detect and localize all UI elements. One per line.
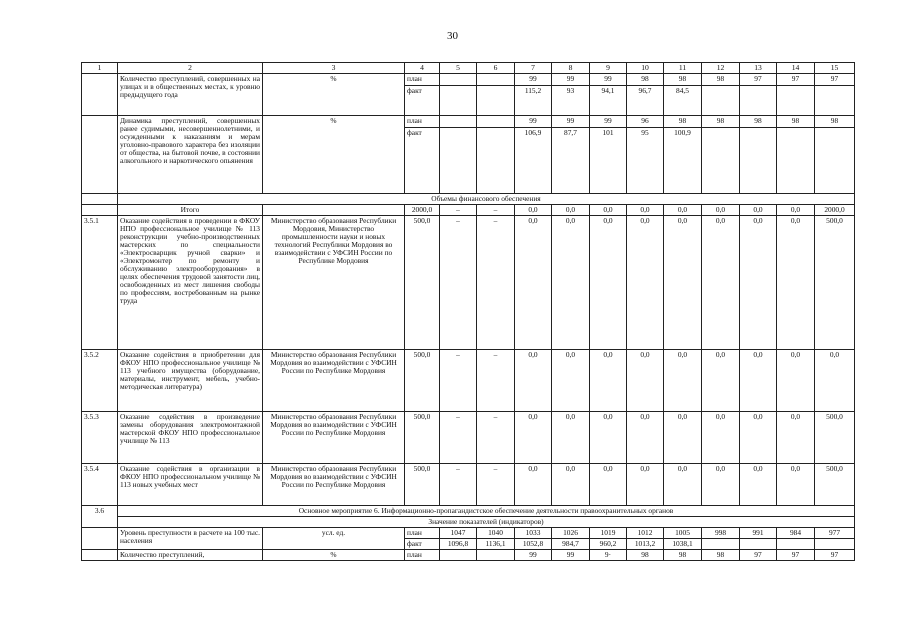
measure-row — [82, 464, 855, 506]
value-cell: 0,0 — [740, 464, 777, 506]
value-cell: 100,9 — [664, 128, 702, 194]
value-cell: 2000,0 — [405, 205, 440, 216]
section-title: Основное мероприятие 6. Информационно-пропагандистское обеспечение деятельности правоохранительных органов — [118, 506, 855, 517]
value-cell: – — [477, 205, 515, 216]
value-cell: 984 — [777, 528, 815, 539]
value-cell: 0,0 — [740, 412, 777, 464]
value-cell: 1033 — [515, 528, 552, 539]
value-cell: 0,0 — [702, 350, 740, 412]
value-cell: 0,0 — [777, 216, 815, 350]
header-cell: 12 — [702, 63, 740, 74]
value-cell: 98 — [702, 550, 740, 561]
indicator-unit: % — [263, 74, 405, 116]
value-cell: 96 — [627, 116, 664, 128]
value-cell: 2000,0 — [815, 205, 855, 216]
value-cell: 0,0 — [590, 350, 627, 412]
value-cell: 0,0 — [664, 464, 702, 506]
value-cell — [740, 539, 777, 550]
measure-executor: Министерство образования Республики Мордовия, Министерство промышленности науки и новых технологий Республики Мордовия во взаимодействии с УФСИН России по Республике Мордовия — [263, 216, 405, 350]
plan-label: план — [405, 528, 440, 539]
value-cell — [777, 128, 815, 194]
value-cell: – — [440, 412, 477, 464]
value-cell: 984,7 — [552, 539, 590, 550]
measure-number: 3.5.3 — [82, 412, 118, 464]
header-cell: 14 — [777, 63, 815, 74]
value-cell: 1005 — [664, 528, 702, 539]
indicator-unit: усл. ед. — [263, 528, 405, 550]
measure-executor: Министерство образования Республики Мордовия во взаимодействии с УФСИН России по Республике Мордовия — [263, 350, 405, 412]
value-cell — [777, 86, 815, 116]
value-cell: 99 — [552, 116, 590, 128]
value-cell: 0,0 — [664, 205, 702, 216]
value-cell: 97 — [815, 550, 855, 561]
value-cell — [477, 86, 515, 116]
header-cell: 1 — [82, 63, 118, 74]
header-cell: 15 — [815, 63, 855, 74]
value-cell: 500,0 — [405, 216, 440, 350]
value-cell: 960,2 — [590, 539, 627, 550]
value-cell: 95 — [627, 128, 664, 194]
value-cell: 0,0 — [552, 205, 590, 216]
value-cell: 1026 — [552, 528, 590, 539]
value-cell: 98 — [702, 116, 740, 128]
value-cell — [440, 116, 477, 128]
value-cell: 0,0 — [702, 205, 740, 216]
value-cell: 991 — [740, 528, 777, 539]
value-cell — [440, 128, 477, 194]
value-cell: 97 — [740, 550, 777, 561]
fact-label: факт — [405, 539, 440, 550]
value-cell: 98 — [664, 116, 702, 128]
indicator-name: Количество преступлений, — [118, 550, 263, 561]
header-cell: 9 — [590, 63, 627, 74]
fact-label: факт — [405, 86, 440, 116]
value-cell — [440, 550, 477, 561]
value-cell: 97 — [815, 74, 855, 86]
value-cell: 0,0 — [740, 350, 777, 412]
value-cell: 0,0 — [515, 216, 552, 350]
fact-label: факт — [405, 128, 440, 194]
header-cell: 5 — [440, 63, 477, 74]
measure-executor: Министерство образования Республики Мордовия во взаимодействии с УФСИН России по Республике Мордовия — [263, 412, 405, 464]
value-cell: 0,0 — [664, 216, 702, 350]
value-cell: 0,0 — [740, 216, 777, 350]
empty-cell — [82, 528, 118, 550]
indicator-name: Динамика преступлений, совершенных ранее судимыми, несовершеннолетними, и осужденными к наказаниям и мерам уголовно-правового характера без изоляции от общества, на бытовой почве, в состоянии алкогольного и наркотического опьянения — [118, 116, 263, 194]
indicator-name: Уровень преступности в расчете на 100 тыс. населения — [118, 528, 263, 550]
value-cell: 99 — [590, 74, 627, 86]
value-cell — [702, 86, 740, 116]
value-cell — [477, 550, 515, 561]
empty-cell — [263, 205, 405, 216]
header-cell: 11 — [664, 63, 702, 74]
finance-heading: Объемы финансового обеспечения — [118, 194, 855, 205]
value-cell: 99 — [552, 550, 590, 561]
value-cell: 98 — [664, 74, 702, 86]
value-cell: 1019 — [590, 528, 627, 539]
value-cell: 99 — [515, 550, 552, 561]
indicator-name: Количество преступлений, совершенных на улицах и в общественных местах, к уровню предыдущего года — [118, 74, 263, 116]
header-cell: 8 — [552, 63, 590, 74]
value-cell: 500,0 — [405, 350, 440, 412]
indicator-row — [82, 550, 855, 561]
value-cell — [477, 74, 515, 86]
value-cell: 97 — [740, 74, 777, 86]
value-cell: 1012 — [627, 528, 664, 539]
value-cell: 98 — [664, 550, 702, 561]
value-cell: 0,0 — [627, 412, 664, 464]
value-cell: – — [440, 464, 477, 506]
value-cell — [477, 116, 515, 128]
value-cell: 0,0 — [552, 216, 590, 350]
value-cell: 0,0 — [590, 205, 627, 216]
value-cell: 9· — [590, 550, 627, 561]
value-cell: 1052,8 — [515, 539, 552, 550]
value-cell — [777, 539, 815, 550]
value-cell: 98 — [777, 116, 815, 128]
value-cell — [815, 128, 855, 194]
value-cell: 0,0 — [815, 350, 855, 412]
value-cell: 500,0 — [405, 412, 440, 464]
value-cell: 101 — [590, 128, 627, 194]
section-number: 3.6 — [82, 506, 118, 528]
value-cell: – — [477, 464, 515, 506]
header-row — [82, 63, 855, 74]
measure-number: 3.5.1 — [82, 216, 118, 350]
value-cell — [477, 128, 515, 194]
value-cell: 0,0 — [702, 464, 740, 506]
indicator-unit: % — [263, 116, 405, 194]
value-cell: 1038,1 — [664, 539, 702, 550]
value-cell — [702, 128, 740, 194]
value-cell: – — [477, 216, 515, 350]
value-cell: 977 — [815, 528, 855, 539]
measure-row — [82, 350, 855, 412]
value-cell: 1136,1 — [477, 539, 515, 550]
value-cell: 98 — [702, 74, 740, 86]
measure-row — [82, 216, 855, 350]
value-cell — [440, 86, 477, 116]
value-cell — [440, 74, 477, 86]
measure-name: Оказание содействия в приобретении для ФКОУ НПО профессиональное училище № 113 учебного имущества (оборудование, материалы, инструмент, мебель, учебно-методическая литература) — [118, 350, 263, 412]
measure-number: 3.5.4 — [82, 464, 118, 506]
empty-cell — [82, 74, 118, 116]
header-cell: 6 — [477, 63, 515, 74]
indicators-heading: Значение показателей (индикаторов) — [118, 517, 855, 528]
indicator-row — [82, 528, 855, 539]
value-cell: 0,0 — [702, 216, 740, 350]
value-cell: 96,7 — [627, 86, 664, 116]
value-cell: 1013,2 — [627, 539, 664, 550]
plan-label: план — [405, 116, 440, 128]
indicator-row — [82, 74, 855, 86]
program-table — [81, 62, 855, 561]
value-cell: 0,0 — [777, 464, 815, 506]
finance-heading-row — [82, 194, 855, 205]
value-cell: 0,0 — [777, 205, 815, 216]
section-row — [82, 506, 855, 517]
value-cell: – — [440, 350, 477, 412]
value-cell: 0,0 — [627, 464, 664, 506]
value-cell: 99 — [515, 74, 552, 86]
value-cell: 998 — [702, 528, 740, 539]
empty-cell — [82, 116, 118, 194]
value-cell: 0,0 — [515, 205, 552, 216]
value-cell: – — [440, 216, 477, 350]
value-cell: 93 — [552, 86, 590, 116]
value-cell: 500,0 — [815, 216, 855, 350]
indicators-heading-row — [82, 517, 855, 528]
value-cell: 0,0 — [515, 464, 552, 506]
value-cell — [740, 86, 777, 116]
value-cell: 115,2 — [515, 86, 552, 116]
value-cell: 0,0 — [590, 216, 627, 350]
measure-number: 3.5.2 — [82, 350, 118, 412]
page-number: 30 — [447, 30, 458, 42]
value-cell: 99 — [552, 74, 590, 86]
value-cell: 0,0 — [627, 205, 664, 216]
value-cell: 98 — [815, 116, 855, 128]
value-cell: 1040 — [477, 528, 515, 539]
plan-label: план — [405, 550, 440, 561]
value-cell — [740, 128, 777, 194]
measure-name: Оказание содействия в организации в ФКОУ НПО профессиональном училище № 113 новых учебных мест — [118, 464, 263, 506]
value-cell: 0,0 — [590, 412, 627, 464]
value-cell: 0,0 — [515, 350, 552, 412]
value-cell: 0,0 — [515, 412, 552, 464]
value-cell: 0,0 — [664, 412, 702, 464]
header-cell: 4 — [405, 63, 440, 74]
value-cell — [815, 86, 855, 116]
header-cell: 7 — [515, 63, 552, 74]
value-cell: 98 — [740, 116, 777, 128]
header-cell: 2 — [118, 63, 263, 74]
header-cell: 13 — [740, 63, 777, 74]
value-cell: 98 — [627, 74, 664, 86]
value-cell: 97 — [777, 74, 815, 86]
measure-row — [82, 412, 855, 464]
value-cell — [815, 539, 855, 550]
value-cell: 500,0 — [815, 412, 855, 464]
indicator-row — [82, 116, 855, 128]
value-cell: 0,0 — [590, 464, 627, 506]
value-cell: 84,5 — [664, 86, 702, 116]
value-cell — [702, 539, 740, 550]
measure-name: Оказание содействия в произведение замены оборудования электромонтажной мастерской ФКОУ НПО профессиональное училище № 113 — [118, 412, 263, 464]
indicator-unit: % — [263, 550, 405, 561]
value-cell: 0,0 — [552, 350, 590, 412]
total-label: Итого — [118, 205, 263, 216]
empty-cell — [82, 550, 118, 561]
value-cell: 500,0 — [815, 464, 855, 506]
value-cell: – — [440, 205, 477, 216]
value-cell: 0,0 — [702, 412, 740, 464]
empty-cell — [82, 194, 118, 205]
value-cell: 98 — [627, 550, 664, 561]
value-cell: 0,0 — [627, 216, 664, 350]
value-cell: 0,0 — [627, 350, 664, 412]
value-cell: 500,0 — [405, 464, 440, 506]
value-cell: 106,9 — [515, 128, 552, 194]
value-cell: 0,0 — [664, 350, 702, 412]
value-cell: 97 — [777, 550, 815, 561]
value-cell: 87,7 — [552, 128, 590, 194]
plan-label: план — [405, 74, 440, 86]
value-cell: 99 — [515, 116, 552, 128]
value-cell: 0,0 — [740, 205, 777, 216]
header-cell: 10 — [627, 63, 664, 74]
total-row — [82, 205, 855, 216]
value-cell: 99 — [590, 116, 627, 128]
value-cell: 0,0 — [552, 464, 590, 506]
measure-executor: Министерство образования Республики Мордовия во взаимодействии с УФСИН России по Республике Мордовия — [263, 464, 405, 506]
value-cell: 0,0 — [777, 412, 815, 464]
value-cell: – — [477, 350, 515, 412]
empty-cell — [82, 205, 118, 216]
value-cell: 94,1 — [590, 86, 627, 116]
value-cell: 1047 — [440, 528, 477, 539]
measure-name: Оказание содействия в проведении в ФКОУ НПО профессиональное училище № 113 реконструкции учебно-производственных мастерских по специальности «Электросварщик ручной сварки» и «Электромонтер по ремонту и обслуживанию электрооборудования» в целях обеспечения трудовой занятости лиц, освобожденных из мест лишения свободы по профессиям, востребованным на рынке труда — [118, 216, 263, 350]
value-cell: – — [477, 412, 515, 464]
value-cell: 0,0 — [552, 412, 590, 464]
value-cell: 0,0 — [777, 350, 815, 412]
value-cell: 1096,8 — [440, 539, 477, 550]
header-cell: 3 — [263, 63, 405, 74]
